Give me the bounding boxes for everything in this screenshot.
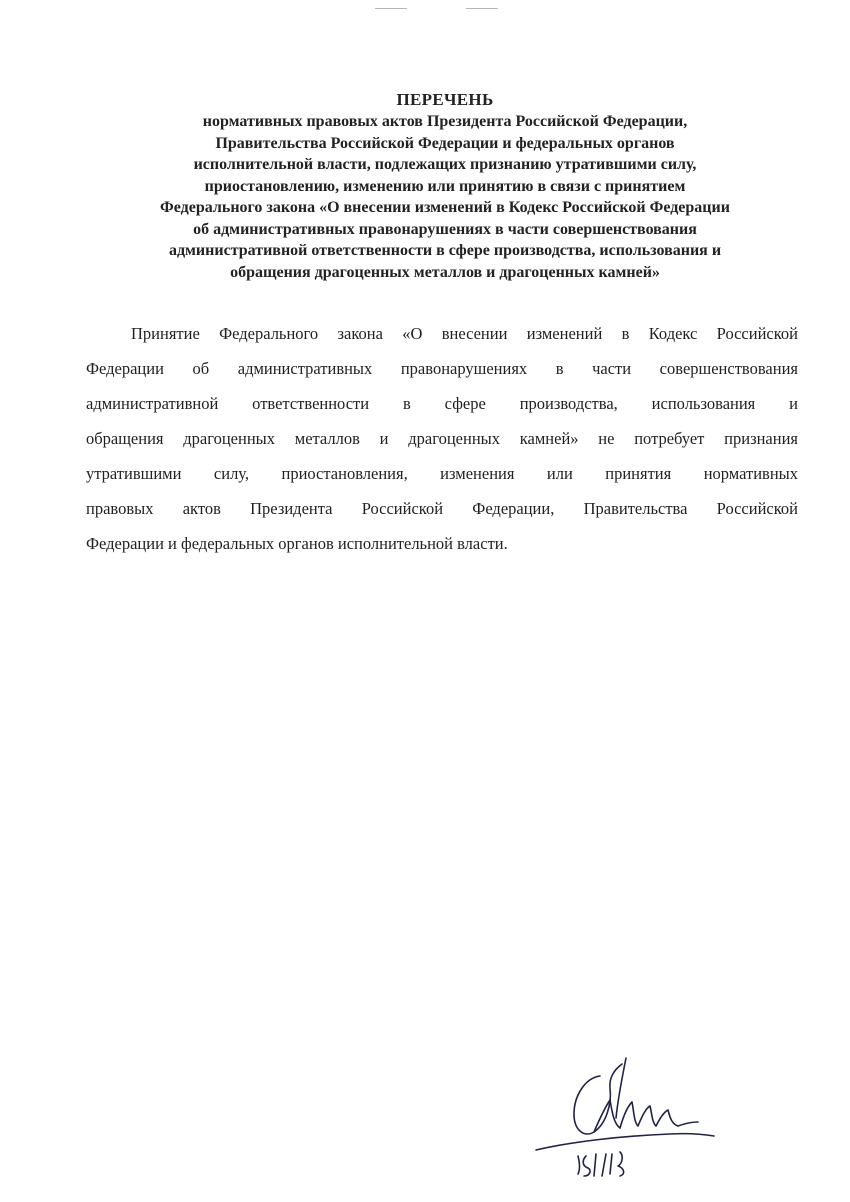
body-line: утратившими силу, приостановления, изменения или принятия нормативных	[86, 464, 798, 483]
heading-line: обращения драгоценных металлов и драгоценных камней»	[230, 263, 660, 281]
body-line: Федерации об административных правонарушениях в части совершенствования	[86, 359, 798, 378]
body-line: правовых актов Президента Российской Федерации, Правительства Российской	[86, 499, 798, 518]
signature-date: 15/11/18	[530, 1048, 534, 1049]
body-paragraph	[86, 316, 798, 561]
heading-line: Правительства Российской Федерации и федеральных органов	[215, 134, 675, 152]
scan-mark-left	[375, 8, 407, 9]
heading-line: об административных правонарушениях в части совершенствования	[193, 220, 697, 238]
document-heading	[70, 88, 820, 283]
document-title: ПЕРЕЧЕНЬ	[396, 90, 494, 109]
body-line: административной ответственности в сфере производства, использования и	[86, 394, 798, 413]
scan-mark-right	[466, 8, 498, 9]
handwritten-signature	[530, 1048, 720, 1178]
body-line: обращения драгоценных металлов и драгоценных камней» не потребует признания	[86, 429, 798, 448]
heading-line: приостановлению, изменению или принятию в связи с принятием	[204, 177, 686, 195]
heading-line: нормативных правовых актов Президента Российской Федерации,	[202, 113, 688, 130]
body-line: Принятие Федерального закона «О внесении изменений в Кодекс Российской	[131, 324, 798, 343]
heading-line: Федерального закона «О внесении изменений в Кодекс Российской Федерации	[160, 199, 730, 216]
heading-line: административной ответственности в сфере производства, использования и	[168, 242, 722, 259]
body-line: Федерации и федеральных органов исполнительной власти.	[86, 534, 508, 553]
heading-line: исполнительной власти, подлежащих признанию утратившими силу,	[193, 156, 697, 173]
